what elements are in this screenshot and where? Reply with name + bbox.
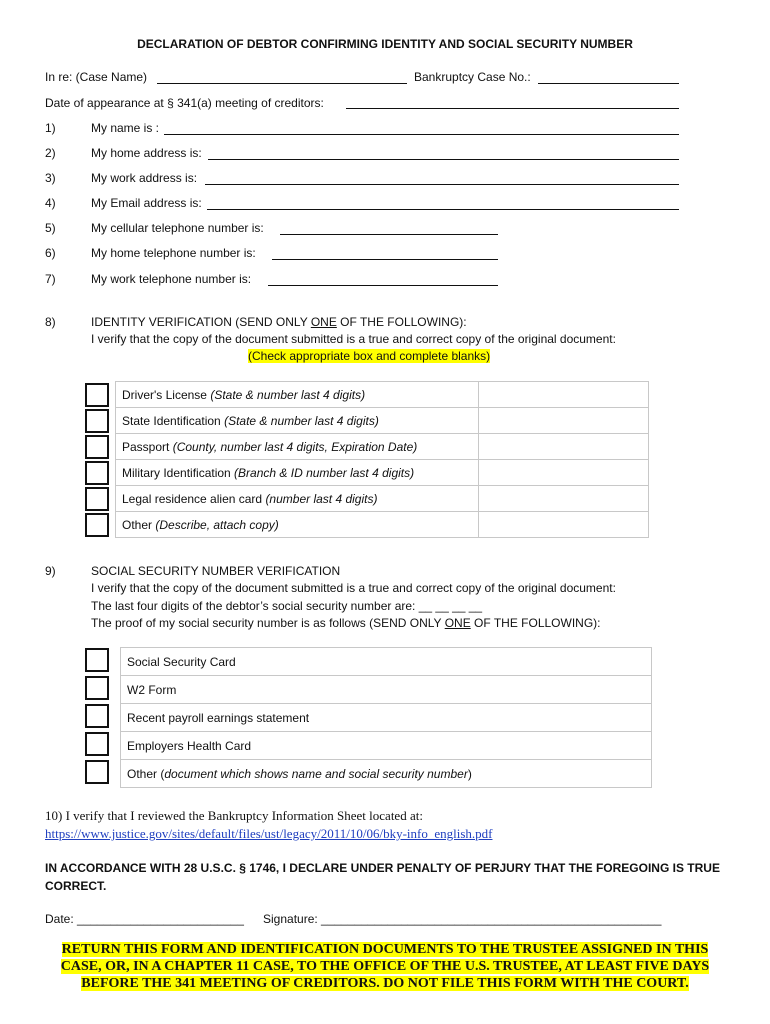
option-hint: (State & number last 4 digits)	[210, 387, 366, 402]
proof-text: The proof of my social security number is as follows (SEND ONLY	[91, 616, 445, 630]
checkbox[interactable]	[85, 676, 109, 700]
option-answer-cell[interactable]	[479, 434, 649, 460]
work-phone-field[interactable]	[268, 285, 498, 286]
ssn-proof-text	[91, 616, 601, 630]
item-number: 5)	[45, 221, 56, 235]
item-label: My work telephone number is:	[91, 272, 252, 286]
identity-option-row	[116, 486, 649, 512]
declaration-line-2: CORRECT.	[45, 879, 107, 893]
item-number: 3)	[45, 171, 56, 185]
heading-text: OF THE FOLLOWING):	[336, 315, 467, 329]
appearance-date-field[interactable]	[346, 108, 679, 109]
option-label: Other	[122, 517, 156, 532]
home-phone-field[interactable]	[272, 259, 498, 260]
option-answer-cell[interactable]	[479, 382, 649, 408]
item-label: My work address is:	[91, 171, 198, 185]
option-label: Social Security Card	[127, 654, 236, 669]
option-answer-cell[interactable]	[479, 512, 649, 538]
ssn-option-row	[121, 676, 652, 704]
item-number: 7)	[45, 272, 56, 286]
identity-heading	[91, 315, 467, 329]
checkbox[interactable]	[85, 704, 109, 728]
identity-option-row	[116, 512, 649, 538]
footer-line: RETURN THIS FORM AND IDENTIFICATION DOCUMENTS TO THE TRUSTEE ASSIGNED IN THIS	[61, 942, 709, 957]
item-number: 8)	[45, 315, 56, 329]
footer-line: CASE, OR, IN A CHAPTER 11 CASE, TO THE OFFICE OF THE U.S. TRUSTEE, AT LEAST FIVE DAYS	[60, 959, 710, 974]
date-field[interactable]: Date: _________________________	[45, 912, 244, 926]
instruction-highlight: (Check appropriate box and complete blanks)	[248, 349, 491, 363]
name-field[interactable]	[164, 134, 679, 135]
ssn-option-row	[121, 760, 652, 788]
email-field[interactable]	[207, 209, 679, 210]
item-label: My home telephone number is:	[91, 246, 256, 260]
checkbox[interactable]	[85, 435, 109, 459]
case-no-label: Bankruptcy Case No.:	[414, 70, 531, 84]
identity-option-row	[116, 460, 649, 486]
option-label: Legal residence alien card	[122, 491, 266, 506]
bankruptcy-info-link[interactable]: https://www.justice.gov/sites/default/files/ust/legacy/2011/10/06/bky-info_english.pdf	[45, 826, 493, 841]
identity-option-row	[116, 434, 649, 460]
ssn-heading: SOCIAL SECURITY NUMBER VERIFICATION	[91, 564, 341, 578]
footer-line: BEFORE THE 341 MEETING OF CREDITORS. DO NOT FILE THIS FORM WITH THE COURT.	[81, 976, 689, 991]
item-number: 9)	[45, 564, 56, 578]
item-number: 1)	[45, 121, 56, 135]
return-instructions	[50, 941, 720, 992]
item-label: My name is :	[91, 121, 160, 135]
identity-option-row	[116, 382, 649, 408]
case-name-field[interactable]	[157, 83, 407, 84]
option-hint: (number last 4 digits)	[265, 491, 378, 506]
checkbox[interactable]	[85, 732, 109, 756]
option-label: State Identification	[122, 413, 225, 428]
proof-text: OF THE FOLLOWING):	[470, 616, 601, 630]
ssn-option-row	[121, 648, 652, 676]
option-label: Employers Health Card	[127, 738, 252, 753]
option-answer-cell[interactable]	[479, 486, 649, 512]
ssn-option-row	[121, 732, 652, 760]
item-number: 4)	[45, 196, 56, 210]
item-number: 6)	[45, 246, 56, 260]
ssn-option-row	[121, 704, 652, 732]
option-label: W2 Form	[127, 682, 177, 697]
option-hint: (State & number last 4 digits)	[224, 413, 379, 428]
item-label: My home address is:	[91, 146, 202, 160]
checkbox[interactable]	[85, 760, 109, 784]
checkbox[interactable]	[85, 409, 109, 433]
option-hint: document which shows name and social security number	[164, 766, 468, 781]
heading-text: IDENTITY VERIFICATION (SEND ONLY	[91, 315, 311, 329]
option-hint: (Describe, attach copy)	[155, 517, 279, 532]
option-label: Recent payroll earnings statement	[127, 710, 310, 725]
item-label: My Email address is:	[91, 196, 202, 210]
identity-options-table	[115, 381, 649, 538]
ssn-last-four: The last four digits of the debtor’s social security number are: __ __ __ __	[91, 599, 483, 613]
item-number: 2)	[45, 146, 56, 160]
cell-phone-field[interactable]	[280, 234, 498, 235]
work-address-field[interactable]	[205, 184, 679, 185]
signature-field[interactable]: Signature: ___________________________________________________	[263, 912, 662, 926]
heading-one: ONE	[310, 315, 337, 329]
declaration-line-1: IN ACCORDANCE WITH 28 U.S.C. § 1746, I DECLARE UNDER PENALTY OF PERJURY THAT THE FOREGOING IS TRUE	[45, 861, 720, 875]
option-label: Driver's License	[122, 387, 211, 402]
checkbox[interactable]	[85, 383, 109, 407]
case-no-field[interactable]	[538, 83, 679, 84]
checkbox[interactable]	[85, 513, 109, 537]
item-10-text: 10) I verify that I reviewed the Bankruptcy Information Sheet located at:	[45, 808, 423, 823]
ssn-options-table	[120, 647, 652, 788]
identity-verify-text: I verify that the copy of the document submitted is a true and correct copy of the original document:	[91, 332, 616, 346]
option-label: Passport	[122, 439, 173, 454]
option-hint: (Branch & ID number last 4 digits)	[234, 465, 415, 480]
option-label: Other (	[127, 766, 165, 781]
ssn-verify-text: I verify that the copy of the document submitted is a true and correct copy of the original document:	[91, 581, 616, 595]
case-name-label: In re: (Case Name)	[45, 70, 148, 84]
option-label-tail: )	[467, 766, 472, 781]
checkbox[interactable]	[85, 461, 109, 485]
checkbox[interactable]	[85, 648, 109, 672]
form-title: DECLARATION OF DEBTOR CONFIRMING IDENTITY AND SOCIAL SECURITY NUMBER	[137, 37, 633, 51]
home-address-field[interactable]	[208, 159, 679, 160]
appearance-label: Date of appearance at § 341(a) meeting of creditors:	[45, 96, 324, 110]
option-answer-cell[interactable]	[479, 460, 649, 486]
proof-one: ONE	[444, 616, 471, 630]
item-label: My cellular telephone number is:	[91, 221, 264, 235]
option-answer-cell[interactable]	[479, 408, 649, 434]
identity-option-row	[116, 408, 649, 434]
option-hint: (County, number last 4 digits, Expiration Date)	[172, 439, 418, 454]
option-label: Military Identification	[122, 465, 235, 480]
checkbox[interactable]	[85, 487, 109, 511]
identity-instruction	[248, 349, 490, 363]
